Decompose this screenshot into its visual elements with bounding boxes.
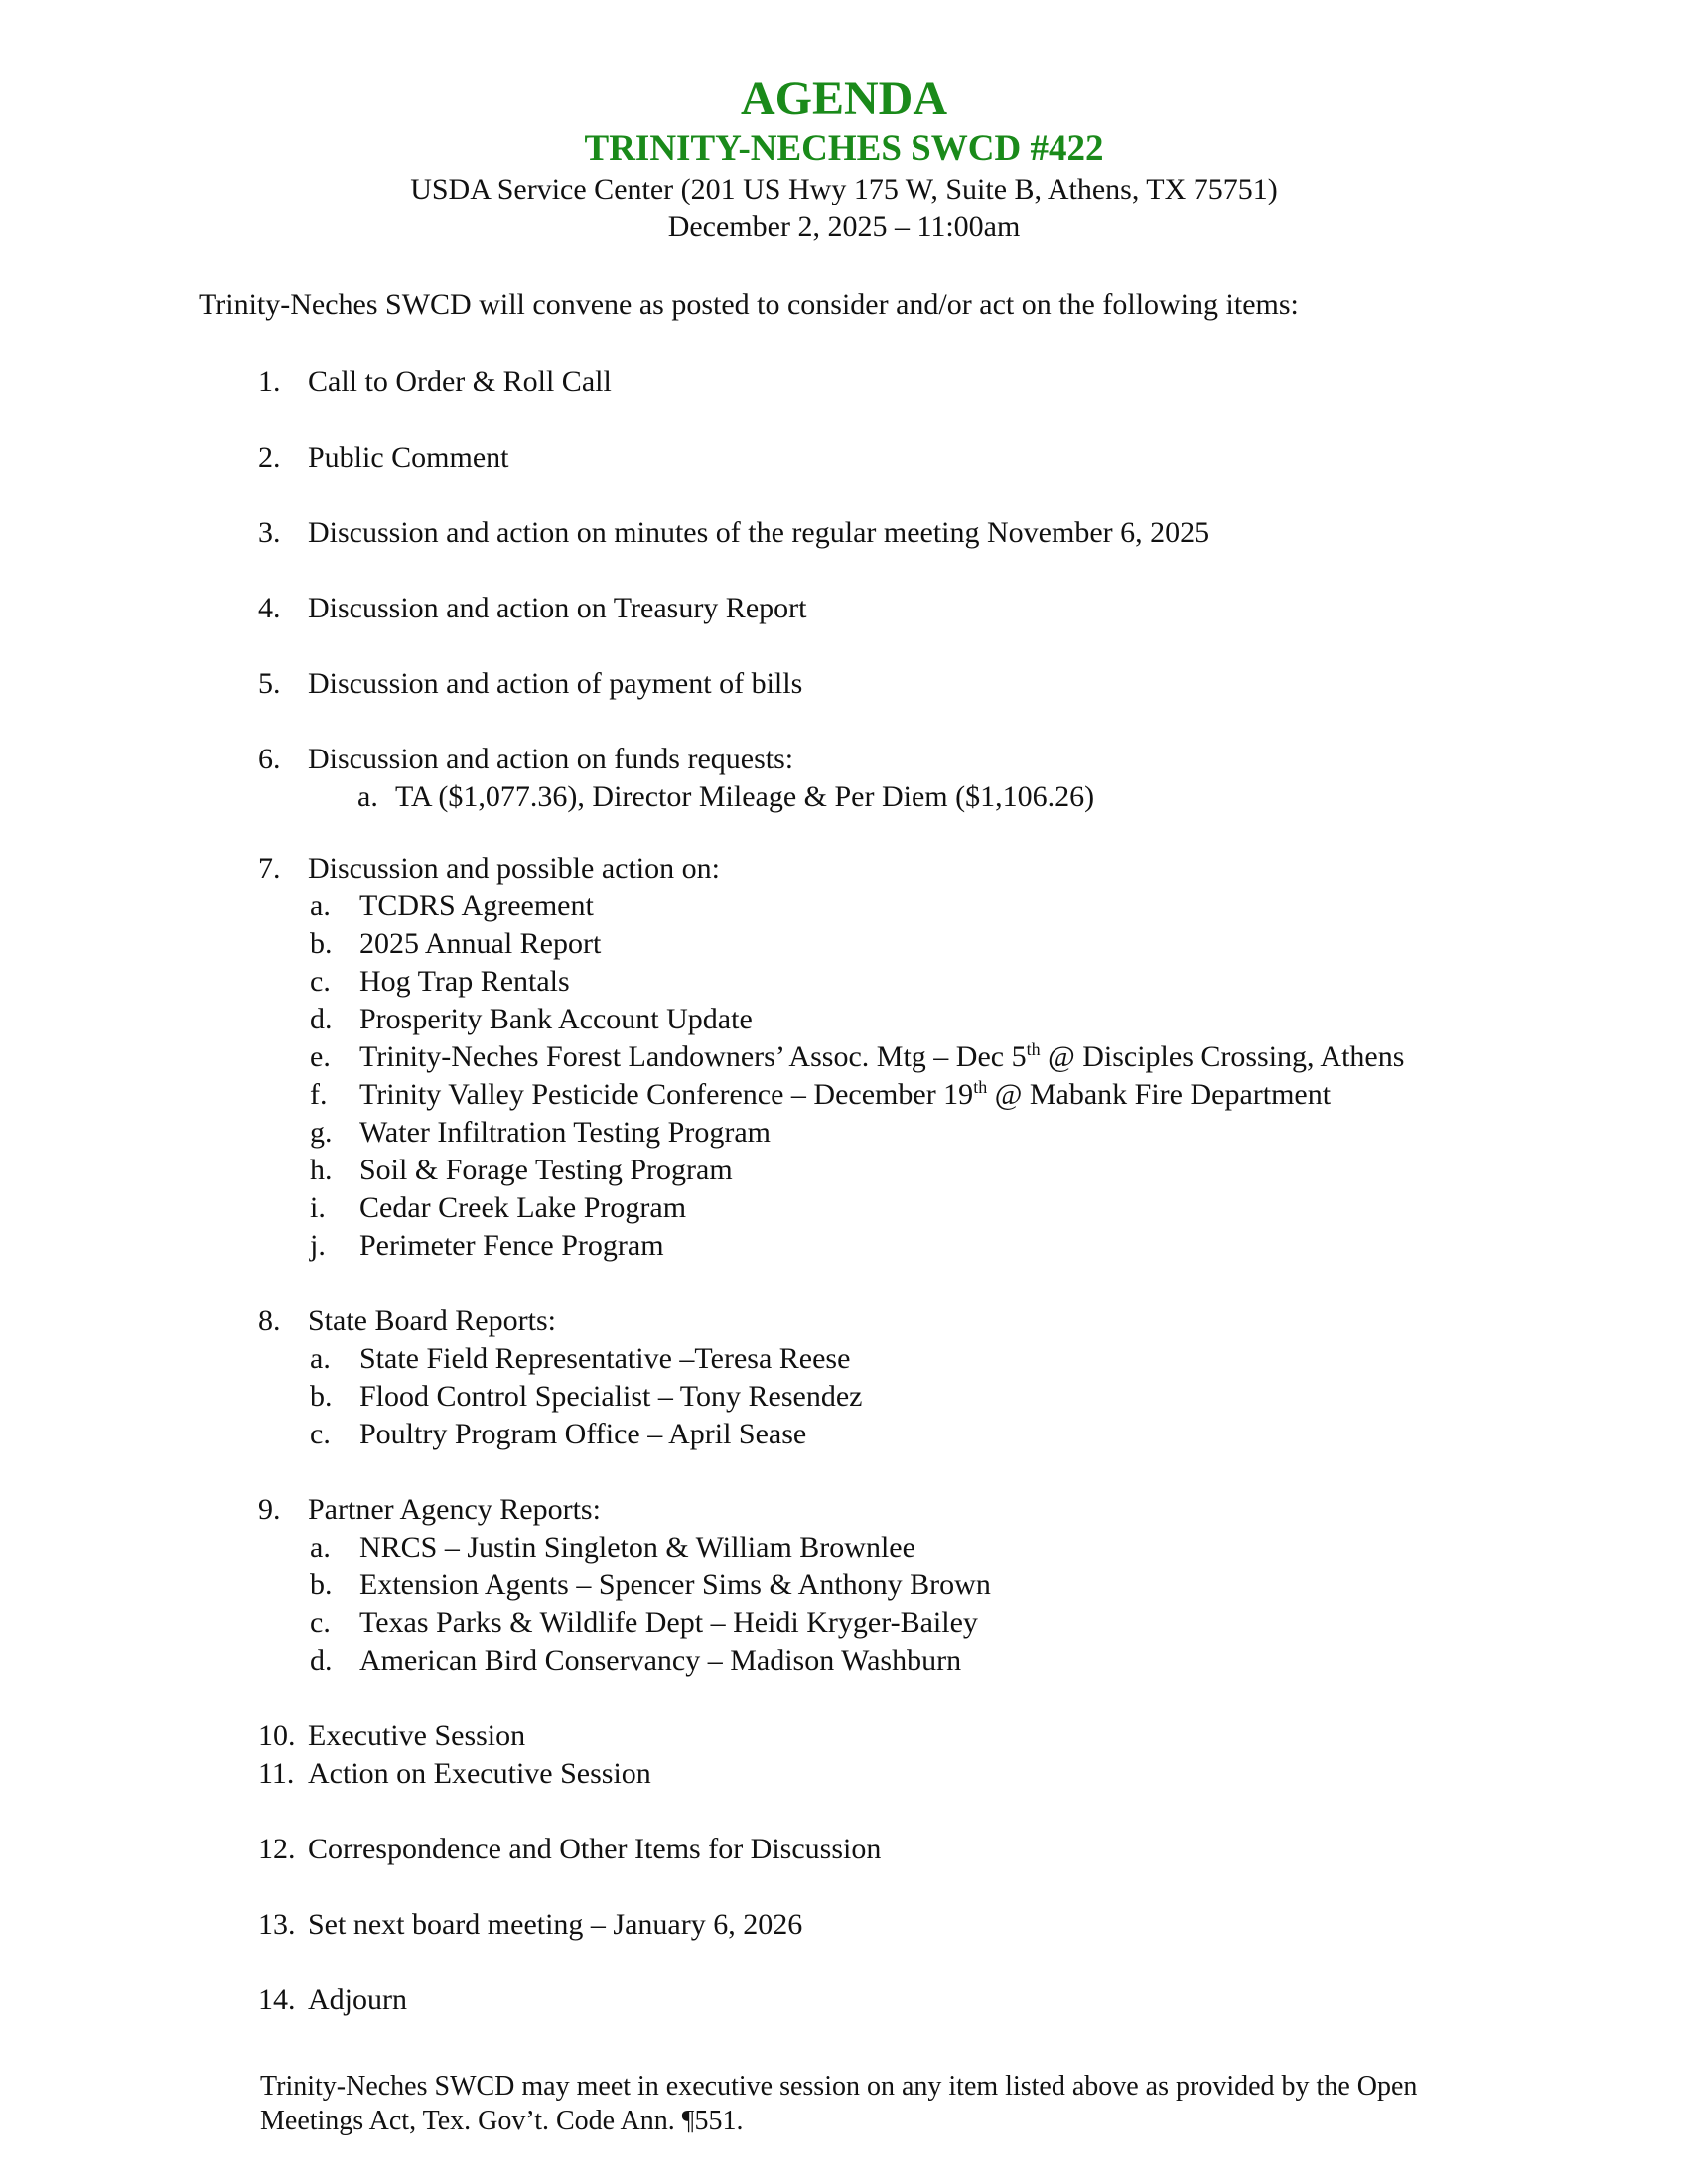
item-number: 6. [258,743,281,775]
item-number: 14. [258,1983,296,2016]
agenda-subitem [310,1227,664,1265]
subitem-text-post: @ Mabank Fire Department [987,1078,1332,1111]
item-number: 5. [258,667,281,700]
agenda-subitem [310,1001,753,1038]
item-text: Correspondence and Other Items for Discussion [308,1833,882,1865]
subitem-letter: d. [310,1003,333,1035]
meeting-datetime: December 2, 2025 – 11:00am [667,210,1021,243]
subitem-text: NRCS – Justin Singleton & William Brownlee [359,1531,915,1564]
subitem-text: 2025 Annual Report [359,927,602,960]
agenda-item [258,514,1209,552]
agenda-subitem [310,1567,991,1604]
subitem-letter: h. [310,1154,333,1186]
item-number: 3. [258,516,281,549]
subitem-text: Hog Trap Rentals [359,965,570,998]
agenda-subitem [310,1038,1404,1076]
subitem-text: Prosperity Bank Account Update [359,1003,753,1035]
subitem-letter: j. [310,1229,326,1262]
subitem-text: Extension Agents – Spencer Sims & Anthony Brown [359,1569,991,1601]
subitem-text-pre: Trinity Valley Pesticide Conference – December 19 [359,1078,974,1111]
item-text: Action on Executive Session [308,1757,651,1790]
agenda-subitem [310,1340,850,1378]
item-number: 12. [258,1833,296,1865]
agenda-subitem [310,1152,733,1189]
item-text: Discussion and action on minutes of the regular meeting November 6, 2025 [308,516,1210,549]
subitem-letter: e. [310,1040,331,1073]
agenda-item [258,850,720,887]
meeting-location: USDA Service Center (201 US Hwy 175 W, Suite B, Athens, TX 75751) [410,173,1278,205]
subitem-letter: c. [310,1606,331,1639]
item-number: 9. [258,1493,281,1526]
subitem-letter: i. [310,1191,326,1224]
agenda-subitem [310,1378,862,1416]
subitem-letter: c. [310,965,331,998]
subitem-text: Texas Parks & Wildlife Dept – Heidi Kryger-Bailey [359,1606,978,1639]
page-title: AGENDA [740,72,947,125]
item-text: Call to Order & Roll Call [308,365,612,398]
agenda-item [258,1906,802,1944]
item-text: State Board Reports: [308,1304,556,1337]
agenda-item [258,1831,881,1868]
agenda-subitem [310,1604,978,1642]
subitem-letter: a. [310,889,331,922]
agenda-subitem [357,778,1094,816]
agenda-subitem [310,887,594,925]
subitem-text-pre: Trinity-Neches Forest Landowners’ Assoc. Mtg – Dec 5 [359,1040,1027,1073]
item-number: 13. [258,1908,296,1941]
agenda-item [258,439,509,477]
item-number: 4. [258,592,281,624]
item-number: 7. [258,852,281,885]
agenda-subitem [310,1529,915,1567]
agenda-item [258,363,612,401]
agenda-item [258,1981,407,2019]
ordinal-suffix: th [973,1077,988,1097]
agenda-item [258,665,802,703]
subitem-letter: a. [357,780,378,813]
subitem-text: Poultry Program Office – April Sease [359,1418,807,1450]
subitem-text: State Field Representative –Teresa Reese [359,1342,851,1375]
agenda-item [258,1755,651,1793]
subitem-letter: g. [310,1116,333,1149]
subitem-text: Flood Control Specialist – Tony Resendez [359,1380,863,1413]
subitem-text: Perimeter Fence Program [359,1229,664,1262]
ordinal-suffix: th [1026,1039,1041,1059]
subitem-letter: d. [310,1644,333,1677]
subitem-text: Water Infiltration Testing Program [359,1116,771,1149]
item-text: Discussion and action on funds requests: [308,743,794,775]
agenda-subitem [310,925,601,963]
agenda-subitem [310,1642,961,1680]
agenda-item [258,741,793,778]
agenda-item [258,1302,556,1340]
item-text: Discussion and action on Treasury Report [308,592,807,624]
subitem-letter: b. [310,927,333,960]
district-name: TRINITY-NECHES SWCD #422 [584,128,1104,169]
item-text: Partner Agency Reports: [308,1493,601,1526]
item-number: 10. [258,1719,296,1752]
subitem-letter: c. [310,1418,331,1450]
item-text: Adjourn [308,1983,407,2016]
agenda-item [258,1717,525,1755]
agenda-subitem [310,1076,1331,1114]
item-number: 8. [258,1304,281,1337]
agenda-subitem [310,1189,686,1227]
item-text: Set next board meeting – January 6, 2026 [308,1908,803,1941]
subitem-text: American Bird Conservancy – Madison Washburn [359,1644,962,1677]
executive-session-notice: Trinity-Neches SWCD may meet in executive session on any item listed above as provided by the Open Meetings Act, Tex. Gov’t. Code Ann. ¶551. [260,2071,1418,2136]
item-text: Public Comment [308,441,509,474]
agenda-subitem [310,1114,771,1152]
intro-statement: Trinity-Neches SWCD will convene as posted to consider and/or act on the following items: [199,288,1299,321]
subitem-text: TA ($1,077.36), Director Mileage & Per Diem ($1,106.26) [395,780,1095,813]
subitem-letter: b. [310,1380,333,1413]
subitem-text: TCDRS Agreement [359,889,594,922]
item-number: 11. [258,1757,295,1790]
subitem-letter: f. [310,1078,328,1111]
agenda-item [258,1491,601,1529]
subitem-text: Cedar Creek Lake Program [359,1191,687,1224]
agenda-subitem [310,963,570,1001]
item-number: 1. [258,365,281,398]
item-text: Discussion and possible action on: [308,852,720,885]
item-text: Executive Session [308,1719,526,1752]
subitem-letter: a. [310,1342,331,1375]
subitem-text: Soil & Forage Testing Program [359,1154,733,1186]
item-text: Discussion and action of payment of bills [308,667,803,700]
agenda-item [258,590,806,627]
subitem-text-post: @ Disciples Crossing, Athens [1040,1040,1405,1073]
subitem-letter: a. [310,1531,331,1564]
agenda-subitem [310,1416,806,1453]
subitem-letter: b. [310,1569,333,1601]
item-number: 2. [258,441,281,474]
